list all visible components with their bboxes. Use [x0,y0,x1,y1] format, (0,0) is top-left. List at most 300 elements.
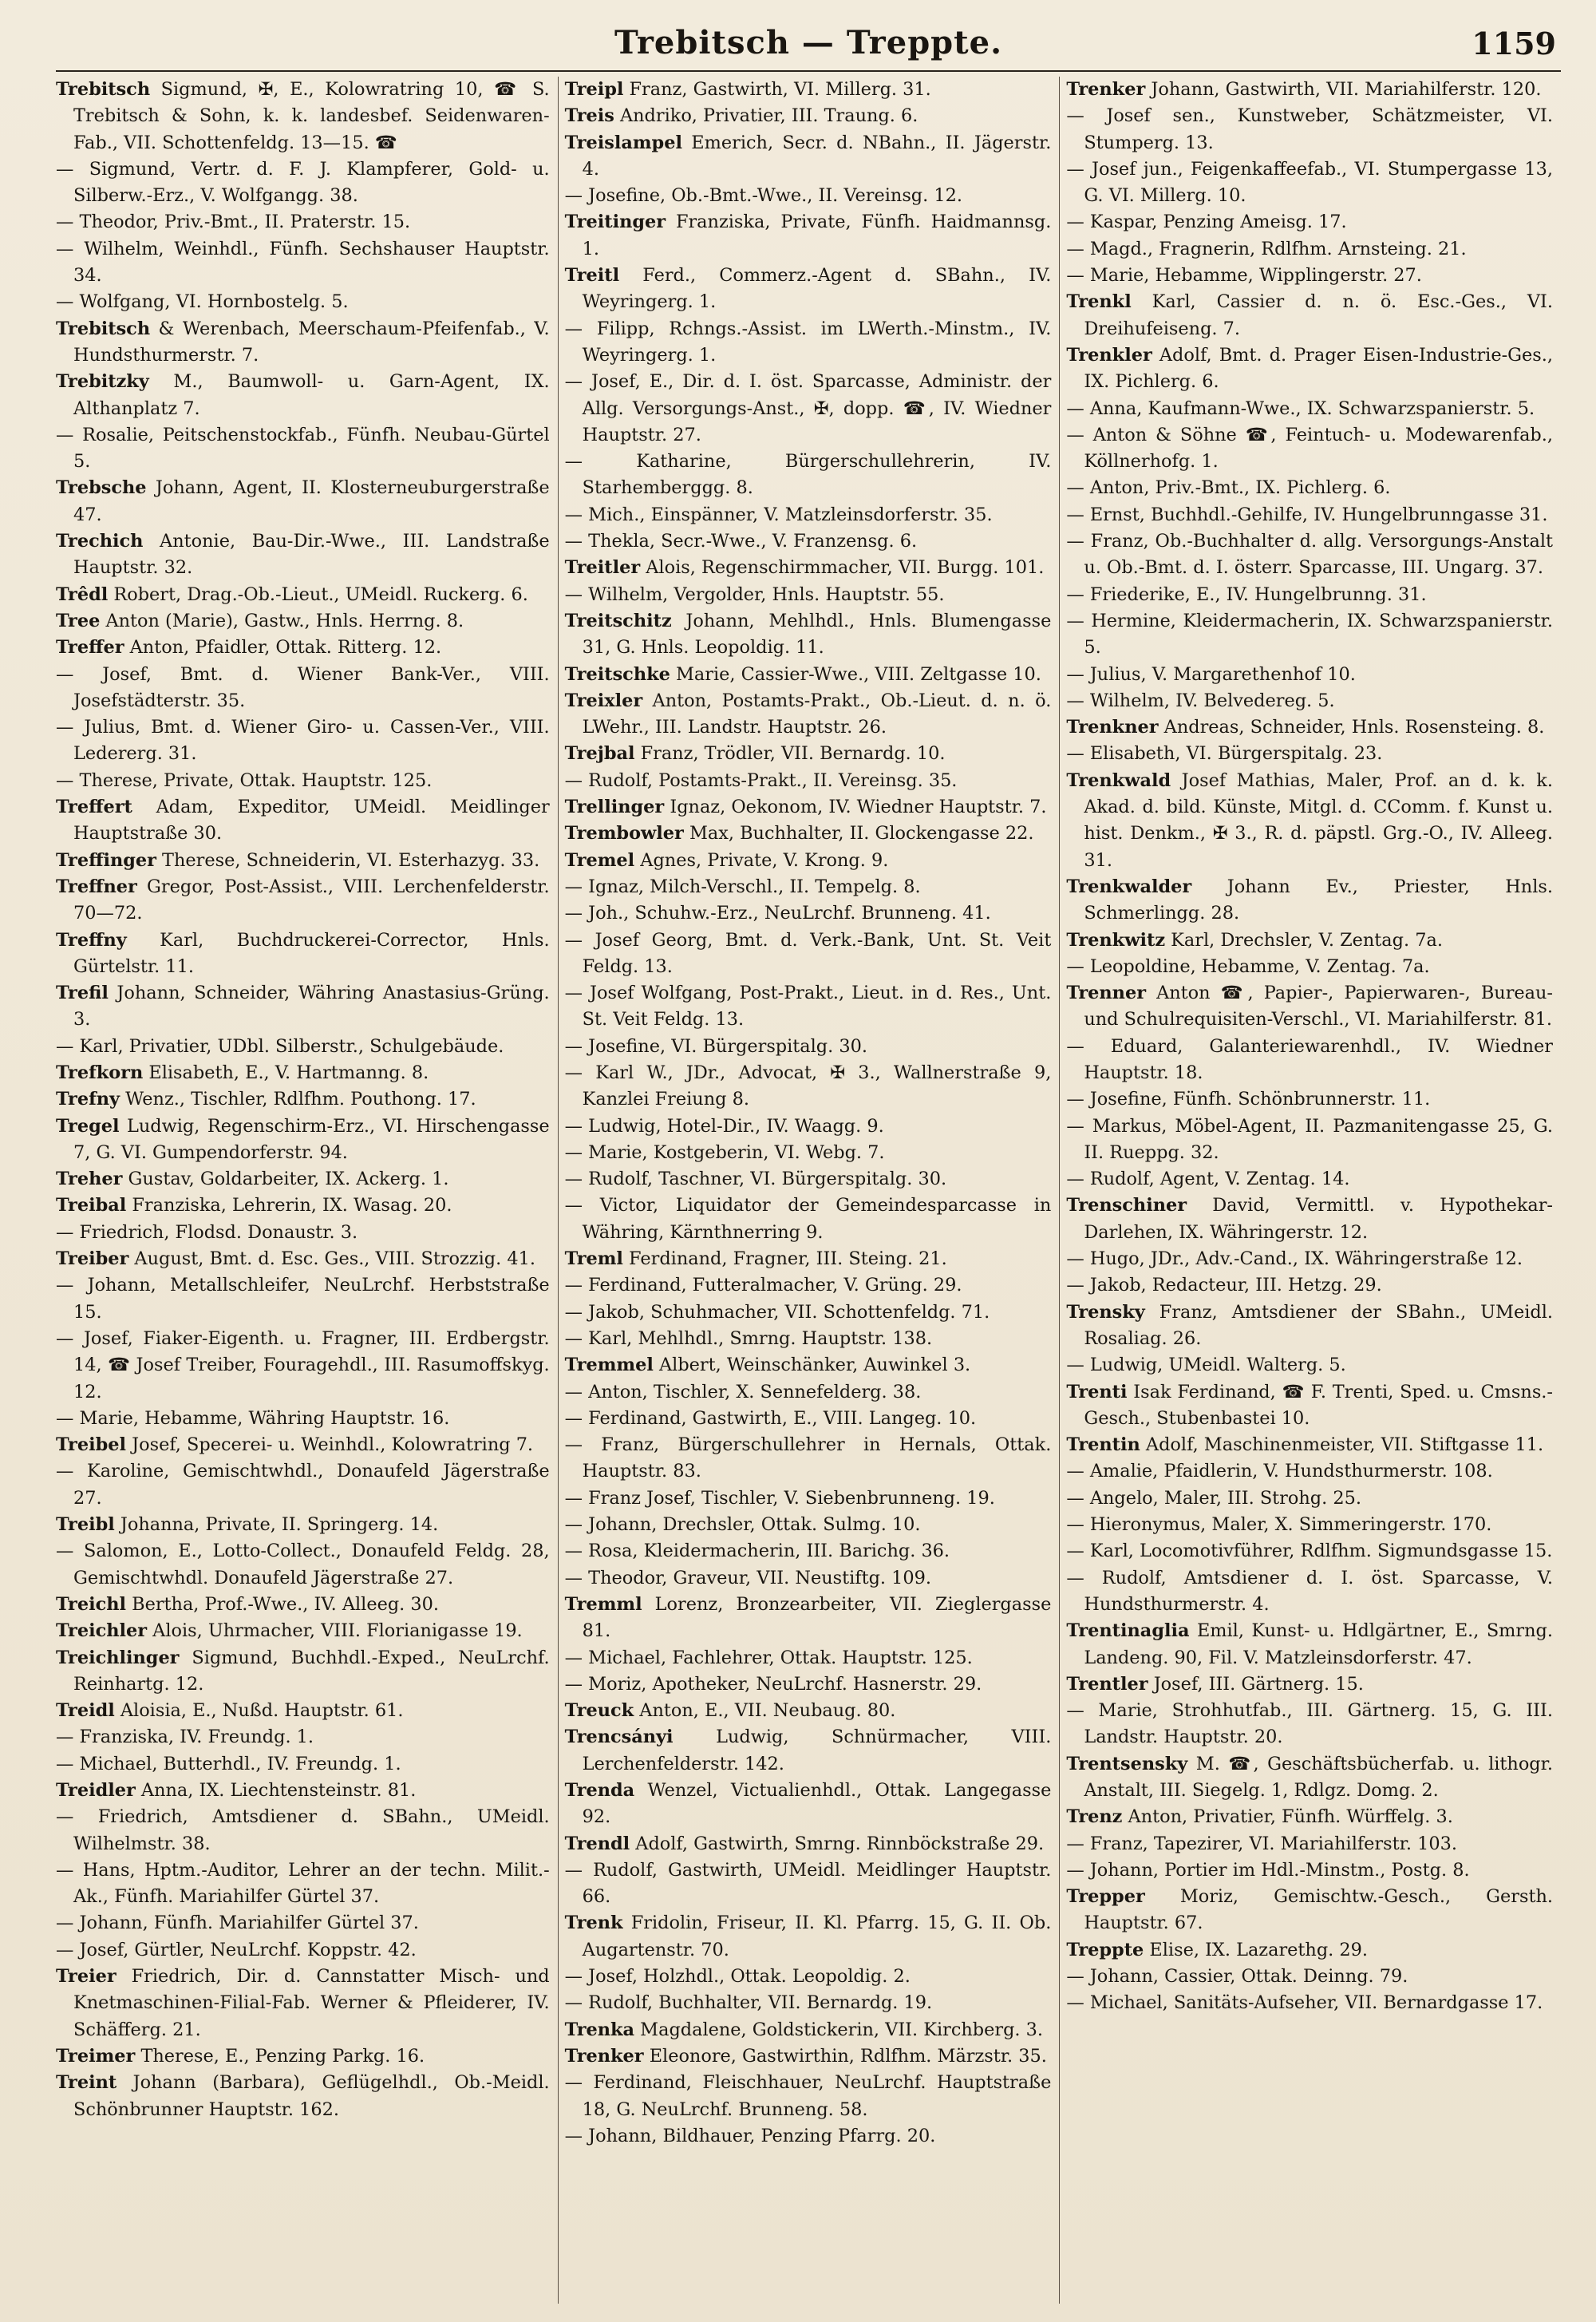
column-1 [56,77,558,2304]
directory-entry [565,1272,1052,1299]
directory-entry [565,1060,1052,1114]
entry-details: — Josef, Fiaker-Eigenth. u. Fragner, III. Erdbergstr. 14, ☎ Josef Treiber, Fouragehdl., III. Rasumoffskyg. 12. [56,1327,550,1402]
directory-entry [1066,1751,1553,1805]
directory-entry [56,1512,550,1538]
directory-entry [1066,1352,1553,1379]
directory-entry [56,1326,550,1406]
entry-details: — Rudolf, Taschner, VI. Bürgerspitalg. 30. [564,1169,947,1190]
directory-entry [565,103,1052,129]
entry-details: Johann, Gastwirth, VII. Mariahilferstr. 120. [1145,79,1542,100]
entry-surname: Trenkner [1066,717,1159,738]
directory-entry [1066,1193,1553,1246]
entry-details: — Josef, E., Dir. d. I. öst. Sparcasse, Administr. der Allg. Versorgungs-Anst., ✠, dopp. ☎, IV. Wiedner Hauptstr. 27. [564,371,1052,445]
directory-entry [1066,608,1553,662]
entry-details: — Rudolf, Agent, V. Zentag. 14. [1066,1169,1350,1190]
entry-details: Wenzel, Victualienhdl., Ottak. Langegasse 92. [582,1780,1052,1828]
entry-details: — Marie, Hebamme, Wipplingerstr. 27. [1066,265,1422,287]
entry-surname: Trenner [1066,983,1147,1004]
directory-entry [56,1193,550,1219]
entry-surname: Treislampel [564,132,682,153]
entry-details: Ludwig, Schnürmacher, VIII. Lerchenfelderstr. 142. [582,1727,1052,1774]
entry-details: Ludwig, Regenschirm-Erz., VI. Hirschengasse 7, G. VI. Gumpendorferstr. 94. [73,1115,550,1163]
entry-details: Agnes, Private, V. Krong. 9. [634,849,889,871]
directory-entry [1066,980,1553,1034]
directory-entry [565,1114,1052,1140]
directory-entry [565,1034,1052,1060]
entry-details: Adolf, Maschinenmeister, VII. Stiftgasse 11. [1140,1434,1544,1456]
directory-entry [1066,1432,1553,1458]
entry-details: — Josefine, Ob.-Bmt.-Wwe., II. Vereinsg. 12. [564,185,962,207]
entry-details: — Friedrich, Flodsd. Donaustr. 3. [56,1221,358,1243]
entry-details: — Josef sen., Kunstweber, Schätzmeister, VI. Stumperg. 13. [1066,105,1553,153]
entry-details: Wenz., Tischler, Rdlfhm. Pouthong. 17. [120,1089,476,1110]
entry-details: Anton ☎, Papier-, Papierwaren-, Bureau- und Schulrequisiten-Verschl., VI. Mariahilferstr. 81. [1084,983,1553,1030]
entry-details: Franziska, Private, Fünfh. Haidmannsg. 1. [582,212,1052,259]
entry-details: — Josef jun., Feigenkaffeefab., VI. Stumpergasse 13, G. VI. Millerg. 10. [1066,158,1553,207]
entry-surname: Trentsensky [1066,1753,1188,1774]
directory-entry [565,1990,1052,2016]
entry-surname: Trensky [1066,1301,1145,1323]
entry-surname: Trebitzky [56,371,149,393]
directory-entry [1066,741,1553,767]
directory-entry [1066,475,1553,501]
directory-entry [56,1246,550,1272]
entry-surname: Treml [564,1248,623,1270]
entry-surname: Treichlinger [56,1647,180,1668]
entry-details: — Salomon, E., Lotto-Collect., Donaufeld Feldg. 28, Gemischtwhdl. Donaufeld Jägerstraße 27. [56,1541,550,1588]
directory-entry [1066,528,1553,582]
entry-details: Johann, Agent, II. Klosterneuburgerstraße 47. [73,477,550,525]
entry-surname: Trenz [1066,1806,1123,1828]
entry-details: — Moriz, Apotheker, NeuLrchf. Hasnerstr. 29. [564,1673,982,1695]
directory-entry [565,848,1052,874]
page-header [56,22,1561,72]
entry-surname: Treichler [56,1620,148,1642]
directory-entry [565,1857,1052,1911]
directory-entry [56,608,550,635]
entry-details: — Josef, Bmt. d. Wiener Bank-Ver., VIII. Josefstädterstr. 35. [56,663,550,711]
page-number: 1159 [1472,26,1556,61]
entry-surname: Treitl [564,265,620,287]
entry-details: — Josef Georg, Bmt. d. Verk.-Bank, Unt. St. Veit Feldg. 13. [564,929,1052,977]
entry-details: — Friederike, E., IV. Hungelbrunng. 31. [1066,583,1427,605]
directory-entry [1066,1246,1553,1272]
directory-entry [56,1751,550,1778]
directory-entry [565,768,1052,794]
entry-surname: Treint [56,2072,117,2094]
directory-entry [56,236,550,290]
entry-details: Franz, Trödler, VII. Bernardg. 10. [634,743,946,765]
directory-entry [565,688,1052,742]
directory-entry [1066,1884,1553,1937]
entry-surname: Treher [56,1169,123,1190]
directory-entry [565,1778,1052,1831]
directory-entry [56,768,550,794]
entry-details: Marie, Cassier-Wwe., VIII. Zeltgasse 10. [670,663,1041,685]
entry-surname: Treier [56,1966,117,1988]
directory-entry [1066,662,1553,688]
entry-surname: Treppte [1066,1939,1144,1960]
entry-details: — Karl, Mehlhdl., Smrng. Hauptstr. 138. [564,1327,933,1349]
entry-details: — Johann, Cassier, Ottak. Deinng. 79. [1066,1966,1408,1988]
entry-details: — Ignaz, Milch-Verschl., II. Tempelg. 8. [564,876,921,897]
entry-surname: Tree [56,610,101,631]
directory-entry [1066,1086,1553,1113]
directory-entry [56,582,550,608]
directory-entry [1066,1379,1553,1433]
entry-details: — Josef Wolfgang, Post-Prakt., Lieut. in d. Res., Unt. St. Veit Feldg. 13. [564,983,1052,1030]
entry-details: — Michael, Sanitäts-Aufseher, VII. Bernardgasse 17. [1066,1992,1543,2014]
entry-details: — Thekla, Secr.-Wwe., V. Franzensg. 6. [564,531,918,552]
entry-surname: Trenda [564,1780,635,1801]
entry-details: — Leopoldine, Hebamme, V. Zentag. 7a. [1066,955,1430,977]
entry-surname: Treixler [564,690,643,711]
entry-details: — Michael, Fachlehrer, Ottak. Hauptstr. 125. [564,1647,973,1668]
directory-entry [56,980,550,1034]
entry-surname: Treitschitz [564,610,672,631]
entry-surname: Tremel [564,849,635,871]
directory-entry [565,2017,1052,2043]
entry-surname: Treffny [56,929,127,951]
directory-entry [1066,1166,1553,1193]
directory-entry [565,1246,1052,1272]
entry-details: Elise, IX. Lazarethg. 29. [1144,1939,1369,1960]
directory-entry [1066,103,1553,156]
entry-details: Johann (Barbara), Geflügelhdl., Ob.-Meidl. Schönbrunner Hauptstr. 162. [73,2072,550,2120]
entry-details: Johann Ev., Priester, Hnls. Schmerlingg. 28. [1084,876,1553,924]
entry-surname: Trenkwitz [1066,929,1166,951]
directory-entry [56,1910,550,1936]
entry-details: Anton, Privatier, Fünfh. Würffelg. 3. [1122,1806,1453,1828]
directory-entry [565,582,1052,608]
entry-details: Emil, Kunst- u. Hdlgärtner, E., Smrng. Landeng. 90, Fil. V. Matzleinsdorferstr. 47. [1084,1620,1553,1668]
entry-surname: Trebsche [56,477,147,499]
directory-entry [56,928,550,981]
entry-details: — Franz, Bürgerschullehrer in Hernals, Ottak. Hauptstr. 83. [564,1434,1052,1482]
entry-details: — Rudolf, Amtsdiener d. I. öst. Sparcasse, V. Hundsthurmerstr. 4. [1066,1567,1553,1615]
directory-entry [565,1671,1052,1698]
entry-details: — Wilhelm, IV. Belvedereg. 5. [1066,690,1335,711]
directory-entry [1066,1990,1553,2016]
entry-surname: Trechich [56,531,144,552]
entry-details: Johann, Schneider, Währing Anastasius-Grüng. 3. [73,983,550,1030]
directory-entry [56,77,550,156]
directory-entry [56,1804,550,1857]
directory-entry [565,1910,1052,1964]
directory-entry [565,1645,1052,1671]
entry-details: Lorenz, Bronzearbeiter, VII. Zieglergasse 81. [582,1593,1052,1642]
directory-entry [56,1937,550,1964]
directory-entry [1066,1034,1553,1087]
entry-details: — Johann, Drechsler, Ottak. Sulmg. 10. [564,1514,921,1536]
directory-entry [565,1379,1052,1406]
entry-surname: Trentin [1066,1434,1140,1456]
entry-surname: Treuck [564,1700,634,1722]
entry-details: Antonie, Bau-Dir.-Wwe., III. Landstraße Hauptstr. 32. [73,531,550,579]
entry-details: Karl, Drechsler, V. Zentag. 7a. [1165,929,1443,951]
directory-entry [565,821,1052,847]
directory-entry [56,2043,550,2070]
directory-entry [56,1724,550,1750]
directory-entry [1066,263,1553,289]
directory-entry [56,1166,550,1193]
entry-details: Andreas, Schneider, Hnls. Rosensteing. 8. [1158,717,1545,738]
directory-columns [56,77,1561,2304]
column-2 [558,77,1060,2304]
directory-entry [56,209,550,235]
entry-details: Sigmund, Buchhdl.-Exped., NeuLrchf. Reinhartg. 12. [73,1647,550,1695]
directory-entry [1066,1671,1553,1698]
entry-details: — Josefine, Fünfh. Schönbrunnerstr. 11. [1066,1089,1431,1110]
directory-entry [1066,928,1553,954]
directory-entry [1066,954,1553,980]
entry-details: — Rudolf, Buchhalter, VII. Bernardg. 19. [564,1992,933,2014]
entry-details: — Magd., Fragnerin, Rdlfhm. Arnsteing. 21. [1066,238,1467,259]
directory-entry [565,741,1052,767]
entry-details: — Franz, Tapezirer, VI. Mariahilferstr. 103. [1066,1833,1457,1854]
directory-entry [56,1060,550,1086]
entry-surname: Trenschiner [1066,1195,1187,1216]
directory-entry [56,1618,550,1644]
entry-details: — Anton & Söhne ☎, Feintuch- u. Modewarenfab., Köllnerhofg. 1. [1066,424,1553,473]
entry-details: — Anton, Tischler, X. Sennefelderg. 38. [564,1381,922,1402]
directory-entry [56,528,550,582]
entry-details: — Karl W., JDr., Advocat, ✠ 3., Wallnerstraße 9, Kanzlei Freiung 8. [564,1062,1052,1110]
directory-entry [1066,1485,1553,1512]
entry-details: — Therese, Private, Ottak. Hauptstr. 125. [56,769,433,791]
entry-details: — Ferdinand, Futteralmacher, V. Grüng. 29. [564,1275,962,1296]
directory-entry [565,77,1052,103]
entry-details: Gregor, Post-Assist., VIII. Lerchenfelderstr. 70—72. [73,876,550,924]
entry-details: — Rudolf, Postamts-Prakt., II. Vereinsg. 35. [564,769,958,791]
entry-surname: Treibel [56,1434,126,1456]
entry-details: & Werenbach, Meerschaum-Pfeifenfab., V. Hundsthurmerstr. 7. [73,318,550,366]
entry-details: — Hermine, Kleidermacherin, IX. Schwarzspanierstr. 5. [1066,610,1553,659]
entry-details: David, Vermittl. v. Hypothekar-Darlehen, IX. Währingerstr. 12. [1084,1195,1553,1243]
directory-entry [56,369,550,422]
entry-details: — Mich., Einspänner, V. Matzleinsdorferstr. 35. [564,504,993,525]
entry-details: Sigmund, ✠, E., Kolowratring 10, ☎ S. Trebitsch & Sohn, k. k. landesbef. Seidenwaren-Fab., VII. Schottenfeldg. 13—15. ☎ [73,79,550,153]
directory-entry [565,2043,1052,2070]
entry-details: Alois, Regenschirmmacher, VII. Burgg. 101. [640,557,1045,579]
directory-entry [1066,1565,1553,1619]
entry-details: — Jakob, Schuhmacher, VII. Schottenfeldg. 71. [564,1301,990,1323]
entry-details: — Friedrich, Amtsdiener d. SBahn., UMeidl. Wilhelmstr. 38. [56,1806,550,1854]
directory-entry [1066,1698,1553,1751]
entry-surname: Trentler [1066,1673,1148,1695]
entry-details: Johann, Mehlhdl., Hnls. Blumengasse 31, G. Hnls. Leopoldig. 11. [582,610,1052,659]
entry-surname: Trendl [564,1833,630,1854]
directory-entry [565,1724,1052,1778]
entry-details: — Josef, Gürtler, NeuLrchf. Koppstr. 42. [56,1939,417,1960]
entry-details: — Josefine, VI. Bürgerspitalg. 30. [564,1035,867,1057]
entry-surname: Trenkwald [1066,769,1171,791]
directory-entry [1066,1618,1553,1671]
entry-details: Adam, Expeditor, UMeidl. Meidlinger Hauptstraße 30. [73,797,550,845]
directory-entry [565,1406,1052,1432]
directory-entry [1066,209,1553,235]
entry-details: — Johann, Metallschleifer, NeuLrchf. Herbststraße 15. [56,1275,550,1323]
directory-entry [56,1645,550,1699]
entry-details: Moriz, Gemischtw.-Gesch., Gersth. Hauptstr. 67. [1084,1886,1553,1934]
directory-entry [56,475,550,528]
directory-entry [565,2123,1052,2150]
entry-details: Elisabeth, E., V. Hartmanng. 8. [143,1062,429,1083]
directory-entry [565,1140,1052,1166]
entry-details: Adolf, Bmt. d. Prager Eisen-Industrie-Ges., IX. Pichlerg. 6. [1084,344,1553,393]
entry-surname: Trentinaglia [1066,1620,1190,1642]
entry-details: — Ludwig, UMeidl. Walterg. 5. [1066,1355,1346,1376]
directory-entry [565,449,1052,502]
directory-entry [565,1565,1052,1592]
directory-entry [565,316,1052,370]
directory-entry [56,1272,550,1326]
entry-details: — Julius, V. Margarethenhof 10. [1066,663,1356,685]
entry-details: Robert, Drag.-Ob.-Lieut., UMeidl. Ruckerg. 6. [108,583,528,605]
entry-surname: Treibl [56,1514,115,1536]
directory-entry [1066,1857,1553,1884]
entry-details: Albert, Weinschänker, Auwinkel 3. [653,1355,971,1376]
directory-entry [56,156,550,210]
directory-entry [565,555,1052,581]
directory-entry [565,1964,1052,1990]
entry-details: — Wilhelm, Weinhdl., Fünfh. Sechshauser Hauptstr. 34. [56,238,550,287]
entry-surname: Treidl [56,1700,115,1722]
entry-surname: Trefil [56,983,109,1004]
directory-entry [1066,1964,1553,1990]
entry-details: Emerich, Secr. d. NBahn., II. Jägerstr. 4. [582,132,1052,180]
directory-entry [565,794,1052,821]
entry-surname: Trenker [1066,79,1146,100]
directory-entry [1066,236,1553,263]
directory-entry [1066,342,1553,396]
entry-details: — Rudolf, Gastwirth, UMeidl. Meidlinger Hauptstr. 66. [564,1859,1052,1908]
entry-details: — Amalie, Pfaidlerin, V. Hundsthurmerstr. 108. [1066,1461,1493,1482]
entry-details: M., Baumwoll- u. Garn-Agent, IX. Althanplatz 7. [73,371,550,419]
entry-details: — Ferdinand, Gastwirth, E., VIII. Langeg. 10. [564,1407,977,1429]
directory-entry [56,874,550,928]
directory-entry [56,1034,550,1060]
directory-entry [1066,874,1553,928]
directory-entry [565,1512,1052,1538]
entry-surname: Trembowler [564,823,684,845]
directory-entry [56,289,550,315]
entry-details: Isak Ferdinand, ☎ F. Trenti, Sped. u. Cmsns.-Gesch., Stubenbastei 10. [1084,1381,1553,1429]
entry-details: — Anton, Priv.-Bmt., IX. Pichlerg. 6. [1066,477,1391,499]
directory-entry [1066,396,1553,422]
entry-details: — Rosalie, Peitschenstockfab., Fünfh. Neubau-Gürtel 5. [56,424,550,473]
entry-details: — Theodor, Priv.-Bmt., II. Praterstr. 15. [56,212,411,233]
entry-surname: Trenti [1066,1381,1128,1402]
entry-surname: Treichl [56,1593,126,1615]
directory-entry [56,1778,550,1804]
entry-details: Fridolin, Friseur, II. Kl. Pfarrg. 15, G. II. Ob. Augartenstr. 70. [582,1913,1052,1960]
directory-entry [1066,688,1553,714]
directory-entry [56,1220,550,1246]
directory-entry [565,1299,1052,1326]
entry-details: Max, Buchhalter, II. Glockengasse 22. [683,823,1034,845]
entry-details: — Eduard, Galanteriewarenhdl., IV. Wiedner Hauptstr. 18. [1066,1035,1553,1083]
directory-entry [565,1352,1052,1379]
entry-details: Anton (Marie), Gastw., Hnls. Herrng. 8. [100,610,464,631]
entry-surname: Trebitsch [56,318,151,339]
directory-entry [56,1538,550,1592]
entry-surname: Treitschke [564,663,670,685]
directory-entry [565,1326,1052,1352]
entry-surname: Treis [564,105,614,127]
entry-details: — Karl, Locomotivführer, Rdlfhm. Sigmundsgasse 15. [1066,1541,1553,1562]
entry-surname: Treitler [564,557,641,579]
entry-details: — Elisabeth, VI. Bürgerspitalg. 23. [1066,743,1383,765]
entry-details: — Ferdinand, Fleischhauer, NeuLrchf. Hauptstraße 18, G. NeuLrchf. Brunneng. 58. [564,2072,1052,2120]
entry-details: — Marie, Strohhutfab., III. Gärtnerg. 15, G. III. Landstr. Hauptstr. 20. [1066,1700,1553,1748]
directory-entry [56,422,550,476]
entry-details: Franz, Amtsdiener der SBahn., UMeidl. Rosaliag. 26. [1084,1301,1553,1349]
directory-entry [1066,289,1553,342]
directory-entry [56,1857,550,1911]
directory-entry [565,608,1052,662]
directory-entry [565,1485,1052,1512]
directory-entry [56,1406,550,1432]
directory-entry [565,209,1052,263]
entry-surname: Treibal [56,1195,127,1216]
entry-surname: Treffner [56,876,137,897]
directory-entry [56,1698,550,1724]
entry-surname: Trencsányi [564,1727,674,1748]
directory-entry [565,1432,1052,1485]
entry-surname: Trêdl [56,583,109,605]
entry-surname: Treffer [56,637,124,659]
entry-details: Josef, Specerei- u. Weinhdl., Kolowratring 7. [126,1434,534,1456]
directory-entry [1066,768,1553,874]
entry-details: — Anna, Kaufmann-Wwe., IX. Schwarzspanierstr. 5. [1066,398,1535,419]
entry-surname: Treipl [564,79,624,100]
entry-details: M. ☎, Geschäftsbücherfab. u. lithogr. Anstalt, III. Siegelg. 1, Rdlgz. Domg. 2. [1084,1753,1553,1801]
entry-surname: Trejbal [564,743,635,765]
entry-details: — Franz, Ob.-Buchhalter d. allg. Versorgungs-Anstalt u. Ob.-Bmt. d. I. österr. Sparcasse, III. Ungarg. 37. [1066,531,1553,579]
directory-entry [565,369,1052,449]
entry-details: Josef, III. Gärtnerg. 15. [1148,1673,1364,1695]
entry-surname: Trenka [564,2019,635,2040]
entry-details: Anton, Postamts-Prakt., Ob.-Lieut. d. n. ö. LWehr., III. Landstr. Hauptstr. 26. [582,690,1052,738]
entry-surname: Trenkl [1066,291,1132,313]
page-title: Trebitsch — Treppte. [614,24,1002,61]
column-3 [1059,77,1561,2304]
entry-surname: Trenkler [1066,344,1152,366]
directory-entry [1066,156,1553,210]
entry-surname: Treffinger [56,849,156,871]
entry-details: Anton, Pfaidler, Ottak. Ritterg. 12. [124,637,442,659]
entry-surname: Trellinger [564,797,665,818]
entry-surname: Tremmel [564,1355,654,1376]
directory-entry [565,502,1052,528]
directory-entry [1066,502,1553,528]
entry-details: — Marie, Hebamme, Währing Hauptstr. 16. [56,1407,450,1429]
directory-entry [565,2070,1052,2123]
directory-entry [565,900,1052,927]
directory-entry [565,980,1052,1034]
entry-details: — Johann, Bildhauer, Penzing Pfarrg. 20. [564,2125,936,2146]
entry-details: Eleonore, Gastwirthin, Rdlfhm. Märzstr. 35. [643,2045,1047,2067]
entry-details: Franz, Gastwirth, VI. Millerg. 31. [623,79,931,100]
directory-entry [56,635,550,661]
directory-entry [1066,1937,1553,1964]
entry-details: Anna, IX. Liechtensteinstr. 81. [135,1780,417,1801]
entry-details: — Franz Josef, Tischler, V. Siebenbrunneng. 19. [564,1487,995,1509]
directory-entry [565,1166,1052,1193]
directory-entry [1066,1538,1553,1564]
entry-details: — Kaspar, Penzing Ameisg. 17. [1066,212,1347,233]
